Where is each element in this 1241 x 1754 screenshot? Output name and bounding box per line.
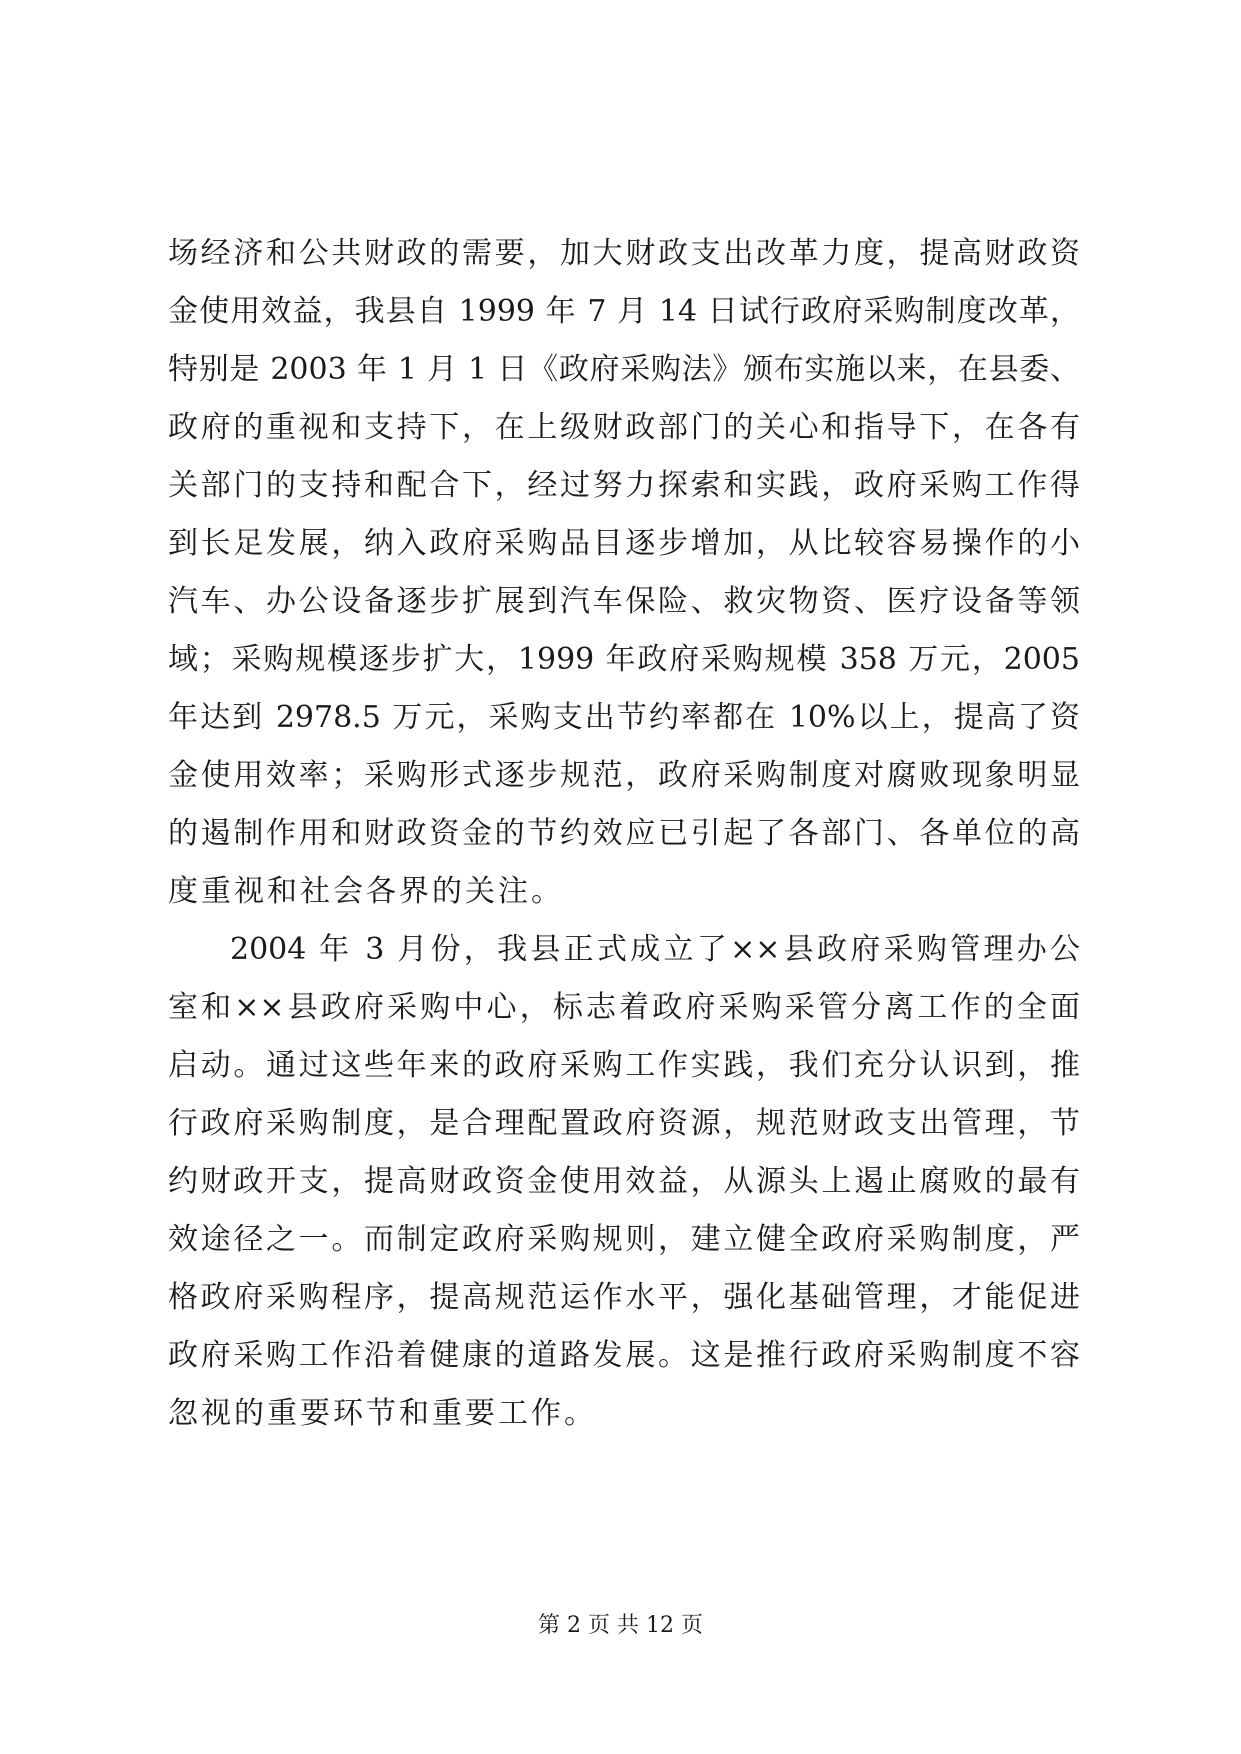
text-line: 场经济和公共财政的需要，加大财政支出改革力度，提高财政资 (168, 236, 1080, 271)
text-line: 的遏制作用和财政资金的节约效应已引起了各部门、各单位的高 (168, 816, 1080, 851)
text-line: 约财政开支，提高财政资金使用效益，从源头上遏止腐败的最有 (168, 1164, 1080, 1199)
text-line: 关部门的支持和配合下，经过努力探索和实践，政府采购工作得 (168, 468, 1080, 503)
paragraph-1 (168, 225, 1080, 921)
text-line: 度重视和社会各界的关注。 (168, 874, 564, 909)
text-line: 域；采购规模逐步扩大，1999 年政府采购规模 358 万元，2005 (168, 642, 1080, 677)
text-line: 金使用效益，我县自 1999 年 7 月 14 日试行政府采购制度改革， (168, 294, 1080, 329)
paragraph-2 (168, 921, 1080, 1443)
text-line: 格政府采购程序，提高规范运作水平，强化基础管理，才能促进 (168, 1280, 1080, 1315)
page-footer (0, 1608, 1241, 1639)
text-line: 年达到 2978.5 万元，采购支出节约率都在 10%以上，提高了资 (168, 700, 1080, 735)
text-line: 政府采购工作沿着健康的道路发展。这是推行政府采购制度不容 (168, 1338, 1080, 1373)
text-line: 汽车、办公设备逐步扩展到汽车保险、救灾物资、医疗设备等领 (168, 584, 1080, 619)
page-number: 第 2 页 共 12 页 (538, 1613, 703, 1638)
text-line: 金使用效率；采购形式逐步规范，政府采购制度对腐败现象明显 (168, 758, 1080, 793)
text-line: 室和××县政府采购中心，标志着政府采购采管分离工作的全面 (168, 990, 1080, 1025)
text-line: 政府的重视和支持下，在上级财政部门的关心和指导下，在各有 (168, 410, 1080, 445)
text-line: 忽视的重要环节和重要工作。 (168, 1396, 597, 1431)
text-line: 2004 年 3 月份，我县正式成立了××县政府采购管理办公 (230, 932, 1080, 967)
text-line: 行政府采购制度，是合理配置政府资源，规范财政支出管理，节 (168, 1106, 1080, 1141)
text-line: 到长足发展，纳入政府采购品目逐步增加，从比较容易操作的小 (168, 526, 1080, 561)
text-line: 启动。通过这些年来的政府采购工作实践，我们充分认识到，推 (168, 1048, 1080, 1083)
text-line: 效途径之一。而制定政府采购规则，建立健全政府采购制度，严 (168, 1222, 1080, 1257)
text-line: 特别是 2003 年 1 月 1 日《政府采购法》颁布实施以来，在县委、 (168, 352, 1080, 387)
body-text (168, 225, 1080, 1443)
